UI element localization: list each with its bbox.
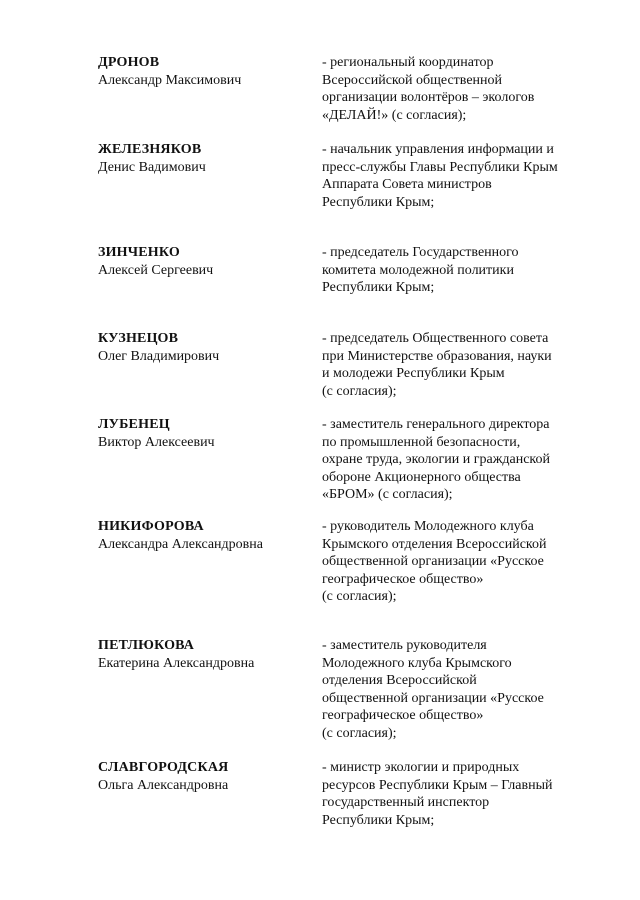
role-line: - председатель Общественного совета <box>322 331 549 346</box>
role-line: - председатель Государственного <box>322 245 519 260</box>
role-line: отделения Всероссийской <box>322 673 477 688</box>
role-line: и молодежи Республики Крым <box>322 366 505 381</box>
role-line: - заместитель руководителя <box>322 638 487 653</box>
member-name <box>98 244 308 279</box>
role-line: - заместитель генерального директора <box>322 417 550 432</box>
member-role <box>322 330 592 400</box>
member-surname: ДРОНОВ <box>98 55 160 70</box>
member-surname: СЛАВГОРОДСКАЯ <box>98 760 229 775</box>
role-line: Молодежного клуба Крымского <box>322 655 512 671</box>
member-role <box>322 759 592 829</box>
role-line: - начальник управления информации и <box>322 142 554 157</box>
member-given-name: Александр Максимович <box>98 72 242 88</box>
member-given-name: Екатерина Александровна <box>98 655 255 671</box>
role-line: Аппарата Совета министров <box>322 177 492 192</box>
member-role <box>322 141 592 211</box>
member-surname: НИКИФОРОВА <box>98 519 204 534</box>
role-line: Республики Крым; <box>322 194 435 210</box>
role-line: географическое общество» <box>322 708 484 723</box>
member-given-name: Ольга Александровна <box>98 777 229 793</box>
member-surname: КУЗНЕЦОВ <box>98 331 179 346</box>
member-given-name: Виктор Алексеевич <box>98 434 215 450</box>
role-line: при Министерстве образования, науки <box>322 348 552 364</box>
member-name <box>98 141 308 176</box>
role-line: общественной организации «Русское <box>322 690 544 706</box>
role-line: «ДЕЛАЙ!» (с согласия); <box>322 107 467 123</box>
member-surname: ПЕТЛЮКОВА <box>98 638 195 653</box>
member-surname: ЖЕЛЕЗНЯКОВ <box>98 142 202 157</box>
member-given-name: Денис Вадимович <box>98 159 206 175</box>
member-role <box>322 54 592 124</box>
role-line: организации волонтёров – экологов <box>322 90 535 105</box>
role-line: Крымского отделения Всероссийской <box>322 536 547 552</box>
role-line: по промышленной безопасности, <box>322 434 521 450</box>
member-name <box>98 54 308 89</box>
member-name <box>98 416 308 451</box>
member-name <box>98 759 308 794</box>
member-given-name: Александра Александровна <box>98 536 263 552</box>
role-line: (с согласия); <box>322 383 397 399</box>
role-line: - министр экологии и природных <box>322 760 520 775</box>
role-line: обороне Акционерного общества <box>322 469 521 485</box>
member-name <box>98 330 308 365</box>
member-surname: ЗИНЧЕНКО <box>98 245 180 260</box>
role-line: географическое общество» <box>322 571 484 587</box>
member-given-name: Олег Владимирович <box>98 348 220 364</box>
role-line: Республики Крым; <box>322 812 435 828</box>
member-name <box>98 518 308 553</box>
role-line: (с согласия); <box>322 589 397 604</box>
role-line: Всероссийской общественной <box>322 72 503 88</box>
member-name <box>98 637 308 672</box>
role-line: охране труда, экологии и гражданской <box>322 452 551 467</box>
role-line: - региональный координатор <box>322 55 494 70</box>
role-line: Республики Крым; <box>322 280 435 295</box>
role-line: ресурсов Республики Крым – Главный <box>322 777 553 793</box>
role-line: - руководитель Молодежного клуба <box>322 519 534 534</box>
member-given-name: Алексей Сергеевич <box>98 262 214 278</box>
role-line: «БРОМ» (с согласия); <box>322 487 453 502</box>
role-line: государственный инспектор <box>322 795 490 810</box>
role-line: общественной организации «Русское <box>322 554 544 569</box>
member-role <box>322 518 592 606</box>
member-surname: ЛУБЕНЕЦ <box>98 417 170 432</box>
role-line: пресс-службы Главы Республики Крым <box>322 159 558 175</box>
member-role <box>322 637 592 742</box>
role-line: (с согласия); <box>322 725 397 741</box>
member-role <box>322 244 592 297</box>
role-line: комитета молодежной политики <box>322 262 514 278</box>
member-role <box>322 416 592 504</box>
